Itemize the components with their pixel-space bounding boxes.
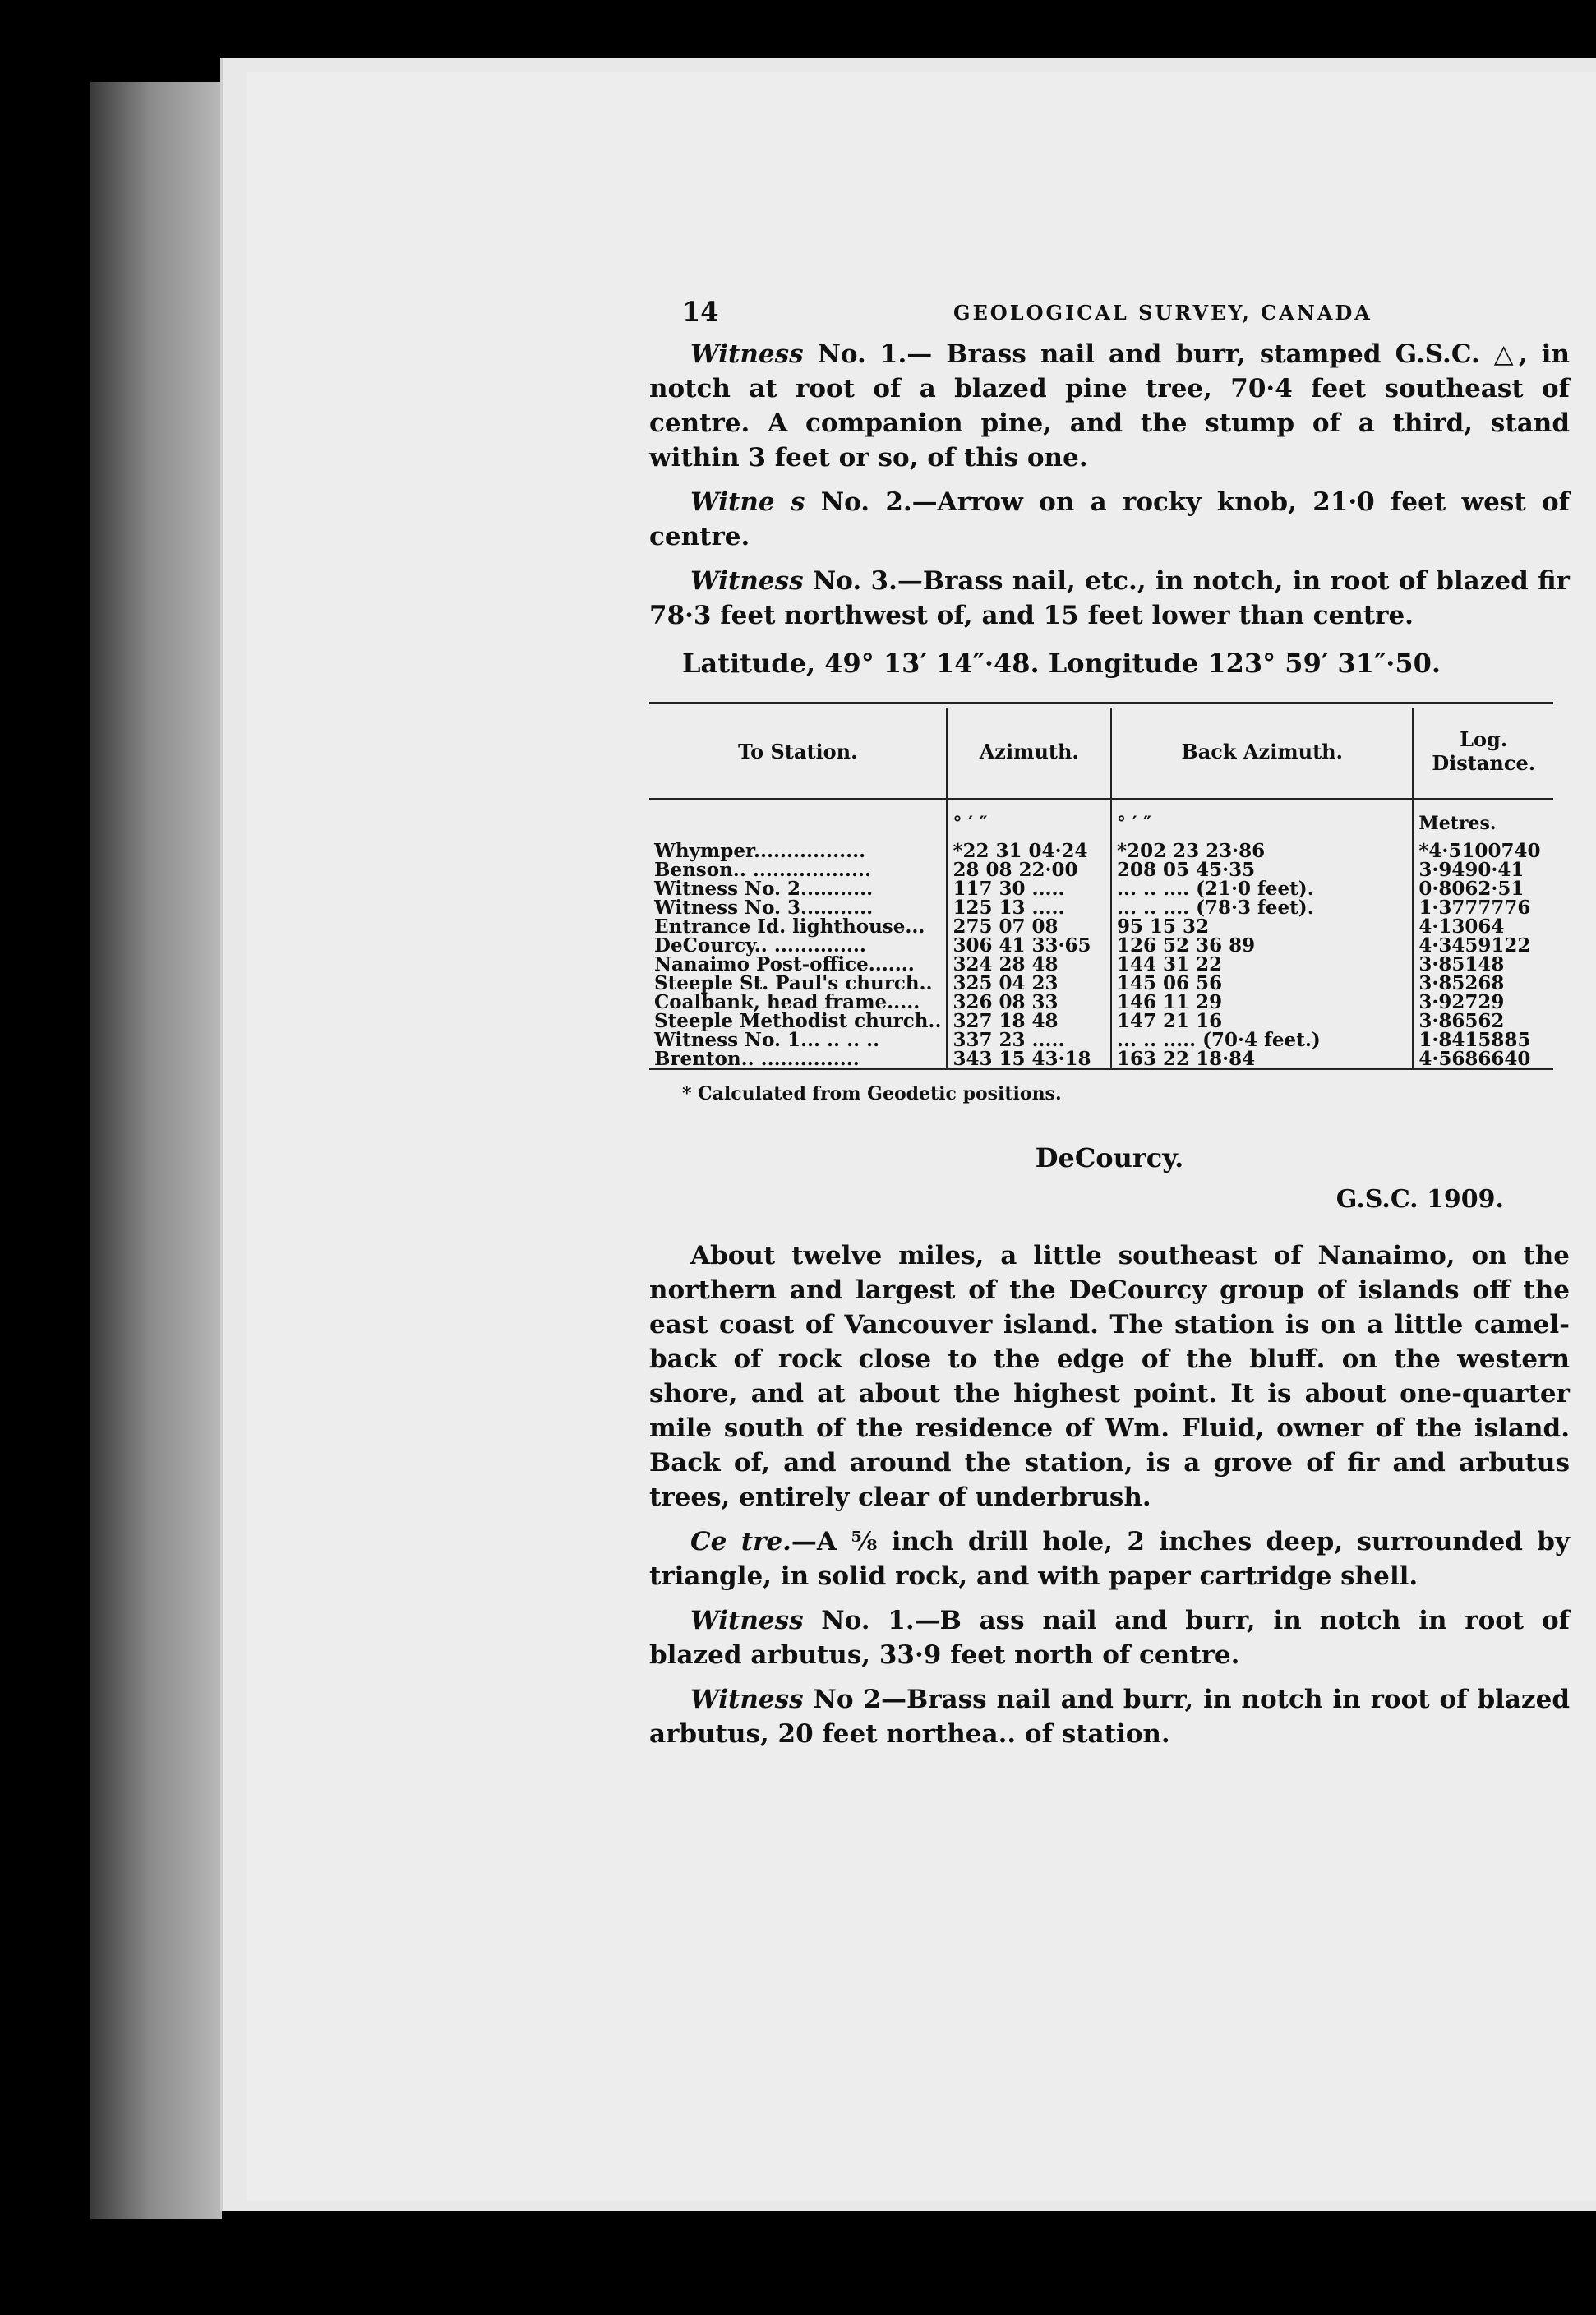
witness-1-paragraph <box>649 337 1570 475</box>
table-cell: 95 15 32 <box>1111 917 1413 936</box>
table-row <box>649 898 1553 917</box>
witness-text: No. 1.—B ass nail and burr, in notch in root of blazed arbutus, 33·9 feet north of centre. <box>649 1606 1570 1670</box>
header-back-azimuth: Back Azimuth. <box>1111 708 1413 799</box>
page-number: 14 <box>682 296 719 327</box>
running-head <box>649 296 1570 337</box>
witness-label: Witne s <box>690 487 805 517</box>
centre-label: Ce tre. <box>690 1527 791 1556</box>
table-cell: 326 08 33 <box>947 993 1111 1012</box>
table-cell: 324 28 48 <box>947 955 1111 974</box>
table-cell: DeCourcy.. .............. <box>654 934 866 957</box>
table-cell: Coalbank, head frame..... <box>654 991 920 1013</box>
decourcy-witness-1-paragraph <box>649 1603 1570 1672</box>
table-cell: Whymper................. <box>654 840 866 862</box>
witness-label: Witness <box>690 339 804 369</box>
table-row <box>649 917 1553 936</box>
header-to-station: To Station. <box>649 708 947 799</box>
table-cell: Witness No. 3........... <box>654 897 874 919</box>
header-log-distance: Log. Distance. <box>1413 708 1553 799</box>
witness-3-paragraph <box>649 564 1570 633</box>
centre-paragraph <box>649 1524 1570 1593</box>
witness-2-paragraph <box>649 485 1570 554</box>
unit-cell <box>649 799 947 842</box>
table-cell: 325 04 23 <box>947 974 1111 993</box>
table-cell: Steeple St. Paul's church.. <box>654 972 933 994</box>
table-row <box>649 1049 1553 1069</box>
table-cell: 3·9490·41 <box>1413 860 1553 879</box>
table-cell: 4·3459122 <box>1413 936 1553 955</box>
witness-text: No. 3.—Brass nail, etc., in notch, in root of blazed fir 78·3 feet northwest of, and 15 feet lower than centre. <box>649 566 1570 630</box>
decourcy-witness-2-paragraph <box>649 1682 1570 1751</box>
table-cell: Benson.. .................. <box>654 859 871 881</box>
table-cell: ... .. ..... (70·4 feet.) <box>1111 1031 1413 1049</box>
table-cell: 144 31 22 <box>1111 955 1413 974</box>
table-cell: 1·3777776 <box>1413 898 1553 917</box>
table-cell: 146 11 29 <box>1111 993 1413 1012</box>
witness-text: No. 1.— Brass nail and burr, stamped G.S.C. △, in notch at root of a blazed pine tree, 70·4 feet southeast of centre. A companion pine, and the stump of a third, stand within 3 feet or so, of this one. <box>649 339 1570 473</box>
table-cell: ... .. .... (21·0 feet). <box>1111 879 1413 898</box>
witness-text: No 2—Brass nail and burr, in notch in root of blazed arbutus, 20 feet northea.. of station. <box>649 1685 1570 1749</box>
table-cell: 126 52 36 89 <box>1111 936 1413 955</box>
table-cell: 4·13064 <box>1413 917 1553 936</box>
unit-cell: ° ′ ″ <box>947 799 1111 842</box>
table-cell: 117 30 ..... <box>947 879 1111 898</box>
witness-label: Witness <box>690 1606 804 1635</box>
table-cell: 337 23 ..... <box>947 1031 1111 1049</box>
table-cell: 3·85148 <box>1413 955 1553 974</box>
table-cell: 0·8062·51 <box>1413 879 1553 898</box>
table-cell: Entrance Id. lighthouse... <box>654 915 925 938</box>
table-row <box>649 936 1553 955</box>
table-footnote: * Calculated from Geodetic positions. <box>682 1083 1062 1104</box>
witness-text: No. 2.—Arrow on a rocky knob, 21·0 feet west of centre. <box>649 487 1570 551</box>
table-cell: ... .. .... (78·3 feet). <box>1111 898 1413 917</box>
table-row <box>649 1012 1553 1031</box>
table-cell: 125 13 ..... <box>947 898 1111 917</box>
station-table <box>649 702 1553 1075</box>
section-date: G.S.C. 1909. <box>1335 1185 1504 1214</box>
table-cell: 275 07 08 <box>947 917 1111 936</box>
coordinates-line: Latitude, 49° 13′ 14″·48. Longitude 123° 59′ 31″·50. <box>682 648 1441 679</box>
table-cell: Nanaimo Post-office....... <box>654 953 915 975</box>
centre-text: —A ⅝ inch drill hole, 2 inches deep, surrounded by triangle, in solid rock, and with paper cartridge shell. <box>649 1527 1571 1591</box>
table-cell: 28 08 22·00 <box>947 860 1111 879</box>
table-cell: 163 22 18·84 <box>1111 1049 1413 1069</box>
journal-title: GEOLOGICAL SURVEY, CANADA <box>953 301 1372 325</box>
table-cell: Witness No. 1... .. .. .. <box>654 1029 880 1051</box>
section-title: DeCourcy. <box>1035 1142 1184 1174</box>
table-cell: 208 05 45·35 <box>1111 860 1413 879</box>
table-cell: 4·5686640 <box>1413 1049 1553 1069</box>
table-cell: 147 21 16 <box>1111 1012 1413 1031</box>
table-row <box>649 955 1553 974</box>
unit-cell: Metres. <box>1413 799 1553 842</box>
table-cell: 3·92729 <box>1413 993 1553 1012</box>
description-paragraph: About twelve miles, a little southeast of Nanaimo, on the northern and largest of the DeCourcy group of islands off the east coast of Vancouver island. The station is on a little camel-back of rock close to the edge of the bluff. on the western shore, and at about the highest point. It is about one-quarter mile south of the residence of Wm. Fluid, owner of the island. Back of, and around the station, is a grove of fir and arbutus trees, entirely clear of underbrush. <box>649 1241 1570 1512</box>
table-cell: 1·8415885 <box>1413 1031 1553 1049</box>
table-cell: 327 18 48 <box>947 1012 1111 1031</box>
table-row <box>649 879 1553 898</box>
table-row <box>649 860 1553 879</box>
table-cell: 3·86562 <box>1413 1012 1553 1031</box>
table-row <box>649 1031 1553 1049</box>
table-cell: Witness No. 2........... <box>654 878 874 900</box>
header-azimuth: Azimuth. <box>947 708 1111 799</box>
table-cell: *4·5100740 <box>1413 842 1553 860</box>
table-row <box>649 974 1553 993</box>
table-cell: Steeple Methodist church.. <box>654 1010 942 1032</box>
table-cell: 145 06 56 <box>1111 974 1413 993</box>
table-cell: 306 41 33·65 <box>947 936 1111 955</box>
table-cell: *22 31 04·24 <box>947 842 1111 860</box>
page-content <box>649 296 1570 1761</box>
witness-label: Witness <box>690 1685 804 1714</box>
table-cell: 3·85268 <box>1413 974 1553 993</box>
table-row <box>649 842 1553 860</box>
table-cell: 343 15 43·18 <box>947 1049 1111 1069</box>
table-row <box>649 993 1553 1012</box>
table-cell: *202 23 23·86 <box>1111 842 1413 860</box>
witness-label: Witness <box>690 566 804 596</box>
table-cell: Brenton.. ............... <box>654 1048 860 1070</box>
unit-cell: ° ′ ″ <box>1111 799 1413 842</box>
binding-gutter <box>90 82 222 2219</box>
